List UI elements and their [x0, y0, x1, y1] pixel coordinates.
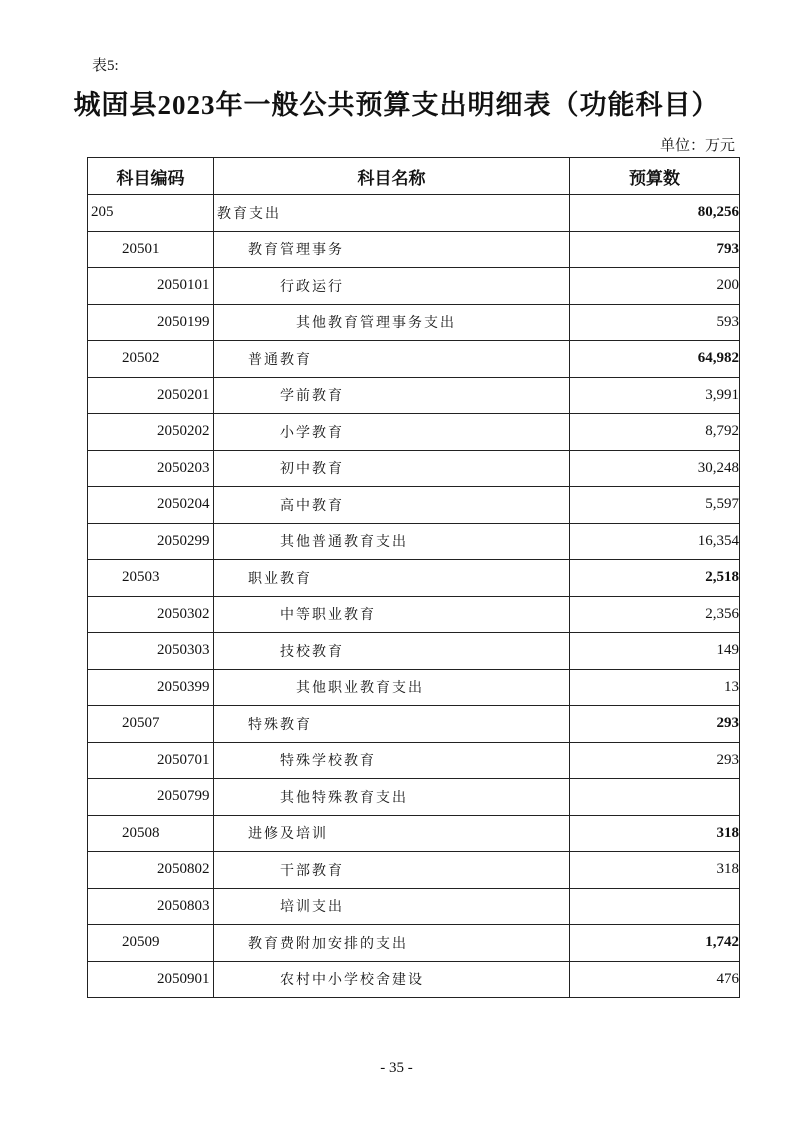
subject-code-cell: 205	[88, 195, 214, 232]
subject-name-cell: 进修及培训	[214, 815, 570, 852]
table-body	[88, 195, 740, 998]
column-header-name: 科目名称	[214, 158, 570, 195]
budget-amount-cell: 476	[570, 961, 740, 998]
budget-amount-cell: 80,256	[570, 195, 740, 232]
budget-amount-cell: 793	[570, 231, 740, 268]
budget-amount-cell: 318	[570, 815, 740, 852]
subject-name-cell: 其他特殊教育支出	[214, 779, 570, 816]
subject-code-cell: 2050802	[88, 852, 214, 889]
subject-name-cell: 职业教育	[214, 560, 570, 597]
subject-code-cell: 2050101	[88, 268, 214, 305]
subject-name-cell: 高中教育	[214, 487, 570, 524]
subject-name-cell: 特殊学校教育	[214, 742, 570, 779]
subject-code-cell: 2050201	[88, 377, 214, 414]
budget-amount-cell	[570, 888, 740, 925]
budget-amount-cell: 13	[570, 669, 740, 706]
subject-code-cell: 2050803	[88, 888, 214, 925]
table-row	[88, 779, 740, 816]
table-row	[88, 195, 740, 232]
subject-code-cell: 2050204	[88, 487, 214, 524]
table-row	[88, 304, 740, 341]
subject-code-cell: 2050399	[88, 669, 214, 706]
budget-amount-cell: 318	[570, 852, 740, 889]
subject-name-cell: 普通教育	[214, 341, 570, 378]
budget-amount-cell: 149	[570, 633, 740, 670]
subject-name-cell: 技校教育	[214, 633, 570, 670]
subject-code-cell: 2050203	[88, 450, 214, 487]
budget-amount-cell: 293	[570, 742, 740, 779]
table-header-row	[88, 158, 740, 195]
subject-code-cell: 2050901	[88, 961, 214, 998]
subject-name-cell: 教育支出	[214, 195, 570, 232]
subject-code-cell: 2050303	[88, 633, 214, 670]
subject-code-cell: 2050302	[88, 596, 214, 633]
budget-amount-cell: 3,991	[570, 377, 740, 414]
table-row	[88, 669, 740, 706]
budget-amount-cell: 5,597	[570, 487, 740, 524]
subject-code-cell: 20503	[88, 560, 214, 597]
budget-amount-cell: 64,982	[570, 341, 740, 378]
column-header-code: 科目编码	[88, 158, 214, 195]
budget-amount-cell: 293	[570, 706, 740, 743]
column-header-amount: 预算数	[570, 158, 740, 195]
subject-code-cell: 2050299	[88, 523, 214, 560]
subject-name-cell: 初中教育	[214, 450, 570, 487]
subject-code-cell: 2050799	[88, 779, 214, 816]
unit-label: 单位：万元	[659, 138, 735, 154]
subject-name-cell: 特殊教育	[214, 706, 570, 743]
subject-name-cell: 干部教育	[214, 852, 570, 889]
table-row	[88, 414, 740, 451]
table-row	[88, 450, 740, 487]
subject-name-cell: 中等职业教育	[214, 596, 570, 633]
budget-amount-cell: 8,792	[570, 414, 740, 451]
table-row	[88, 888, 740, 925]
table-row	[88, 961, 740, 998]
table-row	[88, 852, 740, 889]
table-row	[88, 706, 740, 743]
subject-name-cell: 教育管理事务	[214, 231, 570, 268]
subject-name-cell: 行政运行	[214, 268, 570, 305]
table-row	[88, 268, 740, 305]
subject-name-cell: 其他教育管理事务支出	[214, 304, 570, 341]
table-row	[88, 231, 740, 268]
table-row	[88, 742, 740, 779]
budget-amount-cell: 2,356	[570, 596, 740, 633]
subject-name-cell: 农村中小学校舍建设	[214, 961, 570, 998]
subject-code-cell: 20509	[88, 925, 214, 962]
budget-amount-cell: 593	[570, 304, 740, 341]
page-number: - 35 -	[380, 1060, 413, 1076]
subject-name-cell: 其他普通教育支出	[214, 523, 570, 560]
budget-amount-cell: 16,354	[570, 523, 740, 560]
table-row	[88, 633, 740, 670]
subject-code-cell: 2050202	[88, 414, 214, 451]
table-row	[88, 925, 740, 962]
subject-name-cell: 小学教育	[214, 414, 570, 451]
subject-code-cell: 2050701	[88, 742, 214, 779]
table-row	[88, 596, 740, 633]
budget-amount-cell: 30,248	[570, 450, 740, 487]
table-row	[88, 815, 740, 852]
table-row	[88, 523, 740, 560]
subject-name-cell: 学前教育	[214, 377, 570, 414]
budget-amount-cell: 2,518	[570, 560, 740, 597]
subject-name-cell: 培训支出	[214, 888, 570, 925]
table-label: 表5:	[92, 58, 119, 74]
table-row	[88, 341, 740, 378]
table-row	[88, 377, 740, 414]
document-title: 城固县2023年一般公共预算支出明细表（功能科目）	[73, 90, 720, 120]
budget-table	[87, 157, 740, 998]
subject-name-cell: 教育费附加安排的支出	[214, 925, 570, 962]
budget-amount-cell	[570, 779, 740, 816]
subject-code-cell: 20508	[88, 815, 214, 852]
budget-amount-cell: 1,742	[570, 925, 740, 962]
subject-name-cell: 其他职业教育支出	[214, 669, 570, 706]
table-row	[88, 560, 740, 597]
table-row	[88, 487, 740, 524]
subject-code-cell: 20501	[88, 231, 214, 268]
subject-code-cell: 2050199	[88, 304, 214, 341]
subject-code-cell: 20507	[88, 706, 214, 743]
budget-amount-cell: 200	[570, 268, 740, 305]
subject-code-cell: 20502	[88, 341, 214, 378]
